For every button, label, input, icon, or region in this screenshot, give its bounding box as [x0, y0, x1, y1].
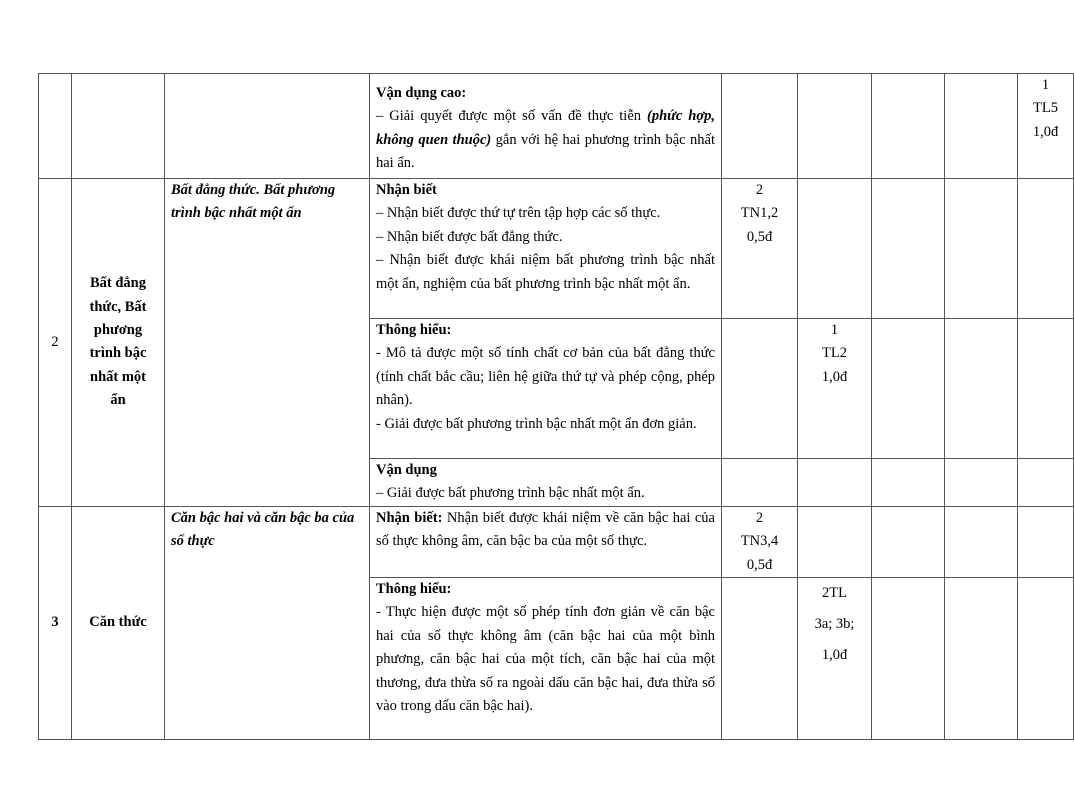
count-value: 1 — [830, 322, 839, 338]
requirement-line: – Nhận biết được thứ tự trên tập hợp các số thực. — [376, 205, 661, 222]
unit-cell: Căn bậc hai và căn bậc ba của số thực — [165, 506, 370, 739]
requirement-text: Nhận biết được khái niệm về căn bậc hai của số thực không âm, căn bậc ba của một số thực. — [376, 509, 715, 550]
question-count-cell — [722, 506, 798, 577]
table-row — [39, 74, 1074, 179]
count-value: 2 — [755, 182, 764, 198]
table-row — [39, 506, 1074, 577]
score-value: 1,0đ — [821, 647, 848, 664]
score-value: 0,5đ — [746, 556, 773, 573]
level-label: Vận dụng cao: — [376, 85, 467, 101]
requirement-cell — [370, 319, 722, 459]
requirement-line: – Nhận biết được khái niệm bất phương trình bậc nhất một ẩn, nghiệm của bất phương trình bậc nhất một ẩn. — [376, 252, 715, 292]
table-row — [39, 179, 1074, 319]
level-label: Nhận biết: — [376, 509, 443, 526]
requirement-line: - Giải được bất phương trình bậc nhất một ẩn đơn giản. — [376, 415, 697, 432]
question-count-cell — [798, 319, 872, 459]
level-label: Thông hiểu: — [376, 581, 452, 598]
topic-cell — [72, 74, 165, 179]
stt-cell: 3 — [39, 506, 72, 739]
question-count-cell — [722, 179, 798, 319]
requirement-cell — [370, 179, 722, 319]
stt-cell — [39, 74, 72, 179]
question-count-cell — [798, 578, 872, 740]
count-value: 2TL — [822, 585, 847, 602]
specification-table — [38, 73, 1074, 740]
score-value: 0,5đ — [746, 228, 773, 245]
requirement-text: gắn với hệ hai phương trình bậc nhất hai ẩn. — [376, 131, 715, 172]
requirement-cell — [370, 459, 722, 507]
level-label: Thông hiểu: — [376, 322, 452, 338]
topic-cell: Căn thức — [72, 506, 165, 739]
question-id: 3a; 3b; — [814, 616, 855, 633]
requirement-line: - Mô tả được một số tính chất cơ bản của bất đẳng thức (tính chất bắc cầu; liên hệ giữa thứ tự và phép cộng, phép nhân). — [376, 345, 715, 409]
requirement-text: - Thực hiện được một số phép tính đơn giản về căn bậc hai của số thực không âm (căn bậc hai của một bình phương, căn bậc hai của một tích, căn bậc hai của một thương, đưa thừa số ra ngoài dấu căn bậc hai, đưa thừa số vào trong dấu căn bậc hai). — [376, 604, 715, 715]
requirement-text: – Giải quyết được một số vấn đề thực tiễn — [376, 108, 648, 125]
score-value: 1,0đ — [1032, 123, 1059, 140]
stt-cell: 2 — [39, 179, 72, 507]
requirement-cell — [370, 506, 722, 577]
question-id: TN1,2 — [740, 205, 779, 222]
requirement-emphasis: (phức hợp, không quen thuộc) — [376, 108, 715, 148]
requirement-line: – Nhận biết được bất đẳng thức. — [376, 228, 563, 245]
question-id: TL5 — [1033, 100, 1058, 117]
question-id: TL2 — [822, 345, 847, 362]
level-label: Nhận biết — [376, 182, 437, 198]
question-count-cell — [1018, 74, 1074, 179]
requirement-cell — [370, 578, 722, 740]
unit-cell: Bất đẳng thức. Bất phương trình bậc nhất một ẩn — [165, 179, 370, 507]
count-value: 2 — [755, 509, 764, 526]
requirement-line: – Giải được bất phương trình bậc nhất một ẩn. — [376, 485, 645, 502]
requirement-cell — [370, 74, 722, 179]
score-value: 1,0đ — [821, 368, 848, 385]
count-value: 1 — [1041, 77, 1050, 93]
question-id: TN3,4 — [740, 533, 779, 550]
level-label: Vận dụng — [376, 462, 437, 478]
unit-cell — [165, 74, 370, 179]
topic-cell: Bất đẳng thức, Bất phương trình bậc nhất một ẩn — [72, 179, 165, 507]
